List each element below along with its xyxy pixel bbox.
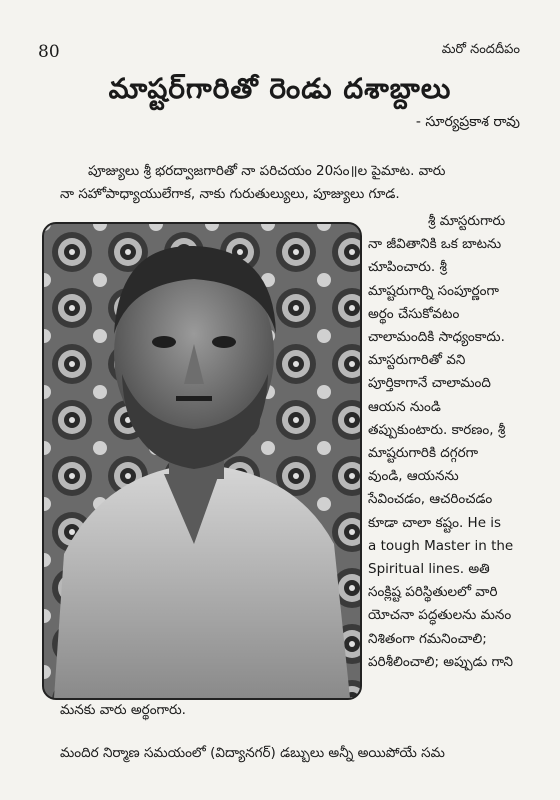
side-text-line: సంక్లిష్ట పరిస్థితులలో వారి bbox=[368, 584, 498, 601]
side-text-line: చూపించారు. శ్రీ bbox=[368, 259, 447, 276]
running-head: మరో నందదీపం bbox=[441, 42, 520, 57]
portrait-photo bbox=[42, 222, 362, 700]
page-number: 80 bbox=[38, 42, 60, 62]
side-text-line: సేవించడం, ఆచరించడం bbox=[368, 491, 493, 508]
portrait-image bbox=[44, 224, 360, 698]
side-text-line: Spiritual lines. అతి bbox=[368, 561, 490, 578]
article-title: మాష్టర్‌గారితో రెండు దశాబ్దాలు bbox=[108, 72, 452, 105]
side-text-line: శ్రీ మాస్టరుగారు bbox=[428, 213, 506, 229]
intro-line-2: నా సహోపాధ్యాయులేగాక, నాకు గురుతుల్యులు, పూజ్యులు గూడ. bbox=[60, 186, 400, 202]
side-text-line: నా జీవితానికి ఒక బాటను bbox=[368, 236, 502, 253]
side-text-line: కూడా చాలా కష్టం. He is bbox=[368, 514, 502, 531]
side-text-line: పరిశీలించాలి; అప్పుడు గాని bbox=[368, 653, 514, 670]
side-text-line: వుండి, ఆయనను bbox=[368, 468, 459, 485]
side-text-line: అర్థం చేసుకోవటం bbox=[368, 305, 460, 322]
side-text-line: నిశితంగా గమనించాలి; bbox=[368, 630, 487, 647]
side-text-line: చాలామందికి సాధ్యంకాదు. bbox=[368, 329, 505, 346]
author-byline: - సూర్యప్రకాశ రావు bbox=[415, 114, 520, 130]
closing-line: మందిర నిర్మాణ సమయంలో (విద్యానగర్) డబ్బులు అన్నీ అయిపోయే సమ bbox=[60, 745, 445, 761]
side-text-line: మాష్టరుగార్ని సంపూర్ణంగా bbox=[368, 282, 499, 299]
side-column-text bbox=[368, 210, 528, 674]
intro-line-1: పూజ్యులు శ్రీ భరద్వాజగారితో నా పరిచయం 20సం॥ల పైమాట. వారు bbox=[88, 163, 446, 179]
side-text-line: ఆయన నుండి bbox=[368, 398, 441, 415]
side-text-line: తప్పుకుంటారు. కారణం, శ్రీ bbox=[368, 421, 506, 438]
side-text-line: యోచనా పద్ధతులను మనం bbox=[368, 607, 512, 624]
side-text-line: మాష్టరుగారికి దగ్గరగా bbox=[368, 445, 479, 462]
side-text-line: a tough Master in the bbox=[368, 537, 514, 554]
post-photo-line: మనకు వారు అర్థంగారు. bbox=[60, 702, 186, 718]
side-text-line: మాస్టరుగారితో వని bbox=[368, 352, 466, 369]
side-text-line: పూర్తికాగానే చాలామంది bbox=[368, 375, 491, 392]
intro-paragraph bbox=[60, 160, 522, 206]
